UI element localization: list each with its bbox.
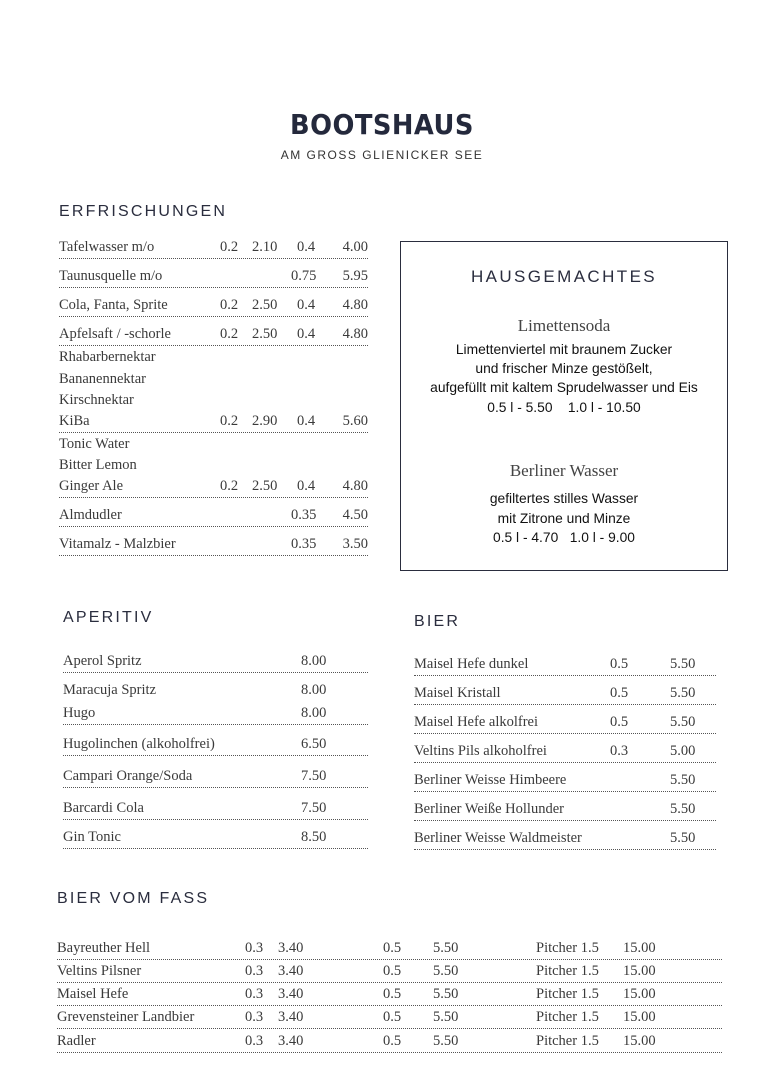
- item-price: 5.50: [670, 656, 696, 672]
- section-heading-hausgemachtes: HAUSGEMACHTES: [470, 267, 658, 286]
- item-name: Campari Orange/Soda: [63, 768, 193, 784]
- item-name: Cola, Fanta, Sprite: [59, 297, 168, 313]
- item-description: und frischer Minze gestößelt,: [475, 361, 653, 376]
- price-pitcher: 15.00: [623, 1009, 656, 1025]
- item-name: Berliner Weisse Himbeere: [414, 772, 567, 788]
- menu-row: [414, 828, 716, 850]
- size-large: 0.35: [291, 536, 317, 552]
- menu-row: [57, 1007, 722, 1029]
- price-pitcher: 15.00: [623, 1033, 656, 1049]
- menu-row: [414, 683, 716, 705]
- size-small: 0.3: [245, 963, 264, 979]
- price-large: 4.50: [342, 507, 368, 523]
- size-large: 0.5: [383, 940, 402, 956]
- menu-row: [63, 766, 368, 788]
- menu-row: [63, 798, 368, 820]
- price-pitcher: 15.00: [623, 963, 656, 979]
- item-name: Gin Tonic: [63, 829, 121, 845]
- size-large: 0.4: [297, 478, 316, 494]
- menu-row: [59, 534, 368, 556]
- item-price: 8.50: [301, 829, 327, 845]
- size-small: 0.3: [245, 986, 264, 1002]
- item-price: 8.00: [301, 705, 327, 721]
- size-large: 0.4: [297, 297, 316, 313]
- size-small: 0.3: [245, 1009, 264, 1025]
- menu-line: Tonic Water: [59, 436, 130, 452]
- item-name: Radler: [57, 1033, 96, 1049]
- section-heading-erfrischungen: ERFRISCHUNGEN: [59, 203, 228, 220]
- item-name: Maisel Hefe: [57, 986, 129, 1002]
- item-price: 7.50: [301, 800, 327, 816]
- section-heading-bier: BIER: [414, 613, 461, 630]
- size-pitcher: Pitcher 1.5: [536, 1009, 599, 1025]
- item-price: 5.50: [670, 772, 696, 788]
- size-large: 0.4: [297, 239, 316, 255]
- size-pitcher: Pitcher 1.5: [536, 940, 599, 956]
- menu-row: [59, 266, 368, 288]
- item-price: 8.00: [301, 682, 327, 698]
- item-size: 0.5: [610, 714, 629, 730]
- price-large: 4.80: [342, 326, 368, 342]
- price-small: 2.50: [252, 326, 278, 342]
- price-large: 4.80: [342, 297, 368, 313]
- item-description: mit Zitrone und Minze: [497, 511, 631, 526]
- size-large: 0.5: [383, 1033, 402, 1049]
- price-large: 3.50: [342, 536, 368, 552]
- menu-row: [57, 984, 722, 1006]
- item-description: aufgefüllt mit kaltem Sprudelwasser und Eis: [430, 380, 698, 395]
- size-pitcher: Pitcher 1.5: [536, 986, 599, 1002]
- item-price: 6.50: [301, 736, 327, 752]
- item-name: KiBa: [59, 413, 90, 429]
- item-name: Ginger Ale: [59, 478, 124, 494]
- section-heading-aperitiv: APERITIV: [63, 609, 154, 626]
- item-name: Grevensteiner Landbier: [57, 1009, 195, 1025]
- item-price: 8.00: [301, 653, 327, 669]
- price-pitcher: 15.00: [623, 940, 656, 956]
- item-name: Tafelwasser m/o: [59, 239, 155, 255]
- item-name: Berliner Weiße Hollunder: [414, 801, 564, 817]
- item-name: Maisel Hefe dunkel: [414, 656, 529, 672]
- price-large: 4.80: [342, 478, 368, 494]
- menu-row: [57, 938, 722, 960]
- price-large: 5.50: [433, 940, 459, 956]
- item-description: gefiltertes stilles Wasser: [489, 491, 639, 506]
- item-size: 0.5: [610, 656, 629, 672]
- size-large: 0.5: [383, 1009, 402, 1025]
- size-large: 0.4: [297, 413, 316, 429]
- item-price: 5.50: [670, 685, 696, 701]
- item-size: 0.5: [610, 685, 629, 701]
- size-small: 0.2: [220, 478, 239, 494]
- item-name: Barcardi Cola: [63, 800, 144, 816]
- item-name: Hugolinchen (alkoholfrei): [63, 736, 215, 752]
- item-price: 5.50: [670, 714, 696, 730]
- item-name: Hugo: [63, 705, 96, 721]
- price-small: 3.40: [278, 986, 304, 1002]
- item-title: Limettensoda: [517, 316, 611, 335]
- item-name: Bayreuther Hell: [57, 940, 151, 956]
- item-name: Almdudler: [59, 507, 122, 523]
- item-name: Berliner Weisse Waldmeister: [414, 830, 582, 846]
- item-name: Taunusquelle m/o: [59, 268, 163, 284]
- size-small: 0.2: [220, 297, 239, 313]
- size-small: 0.2: [220, 413, 239, 429]
- item-name: Maisel Hefe alkolfrei: [414, 714, 539, 730]
- price-large: 5.50: [433, 1009, 459, 1025]
- item-name: Maracuja Spritz: [63, 682, 157, 698]
- menu-line: Rhabarbernektar: [59, 349, 156, 365]
- price-small: 3.40: [278, 1033, 304, 1049]
- item-name: Aperol Spritz: [63, 653, 142, 669]
- menu-row: [414, 654, 716, 676]
- item-name: Vitamalz - Malzbier: [59, 536, 176, 552]
- item-price: 5.00: [670, 743, 696, 759]
- item-title: Berliner Wasser: [509, 461, 619, 480]
- size-large: 0.35: [291, 507, 317, 523]
- menu-row: [414, 770, 716, 792]
- tagline: AM GROSS GLIENICKER SEE: [280, 148, 484, 162]
- item-name: Veltins Pils alkoholfrei: [414, 743, 547, 759]
- menu-row: [63, 827, 368, 849]
- price-small: 2.50: [252, 478, 278, 494]
- size-large: 0.4: [297, 326, 316, 342]
- item-prices: 0.5 l - 5.50 1.0 l - 10.50: [487, 400, 641, 415]
- price-large: 5.60: [342, 413, 368, 429]
- section-heading-bier-vom-fass: BIER VOM FASS: [57, 890, 210, 907]
- price-large: 5.50: [433, 986, 459, 1002]
- menu-row: [59, 505, 368, 527]
- size-small: 0.2: [220, 239, 239, 255]
- item-size: 0.3: [610, 743, 629, 759]
- price-small: 3.40: [278, 940, 304, 956]
- menu-line: Kirschnektar: [59, 392, 134, 408]
- size-small: 0.2: [220, 326, 239, 342]
- menu-row: [63, 734, 368, 756]
- size-small: 0.3: [245, 1033, 264, 1049]
- item-price: 5.50: [670, 830, 696, 846]
- size-large: 0.5: [383, 986, 402, 1002]
- menu-row: [414, 712, 716, 734]
- price-large: 5.95: [342, 268, 368, 284]
- menu-row: [63, 651, 368, 673]
- menu-row: [59, 476, 368, 498]
- price-small: 2.10: [252, 239, 278, 255]
- hausgemachtes-box: [400, 241, 728, 571]
- size-large: 0.75: [291, 268, 317, 284]
- menu-row: [414, 741, 716, 763]
- size-pitcher: Pitcher 1.5: [536, 1033, 599, 1049]
- item-prices: 0.5 l - 4.70 1.0 l - 9.00: [493, 530, 635, 545]
- item-price: 7.50: [301, 768, 327, 784]
- item-name: Apfelsaft / -schorle: [59, 326, 171, 342]
- price-small: 3.40: [278, 1009, 304, 1025]
- item-price: 5.50: [670, 801, 696, 817]
- item-name: Veltins Pilsner: [57, 963, 142, 979]
- menu-row: [59, 411, 368, 433]
- menu-line: Bitter Lemon: [59, 457, 137, 473]
- menu-row: [59, 324, 368, 346]
- menu-row: [59, 295, 368, 317]
- menu-row: [414, 799, 716, 821]
- price-large: 4.00: [342, 239, 368, 255]
- menu-row: [59, 237, 368, 259]
- price-small: 2.90: [252, 413, 278, 429]
- item-description: Limettenviertel mit braunem Zucker: [455, 342, 673, 357]
- size-small: 0.3: [245, 940, 264, 956]
- price-small: 2.50: [252, 297, 278, 313]
- menu-line: Bananennektar: [59, 371, 146, 387]
- size-large: 0.5: [383, 963, 402, 979]
- menu-row: [57, 1031, 722, 1053]
- price-pitcher: 15.00: [623, 986, 656, 1002]
- menu-row: [63, 680, 368, 701]
- size-pitcher: Pitcher 1.5: [536, 963, 599, 979]
- item-name: Maisel Kristall: [414, 685, 501, 701]
- menu-row: [63, 703, 368, 725]
- brand-logo: BOOTSHAUS: [290, 108, 474, 141]
- price-large: 5.50: [433, 1033, 459, 1049]
- price-large: 5.50: [433, 963, 459, 979]
- menu-row: [57, 961, 722, 983]
- price-small: 3.40: [278, 963, 304, 979]
